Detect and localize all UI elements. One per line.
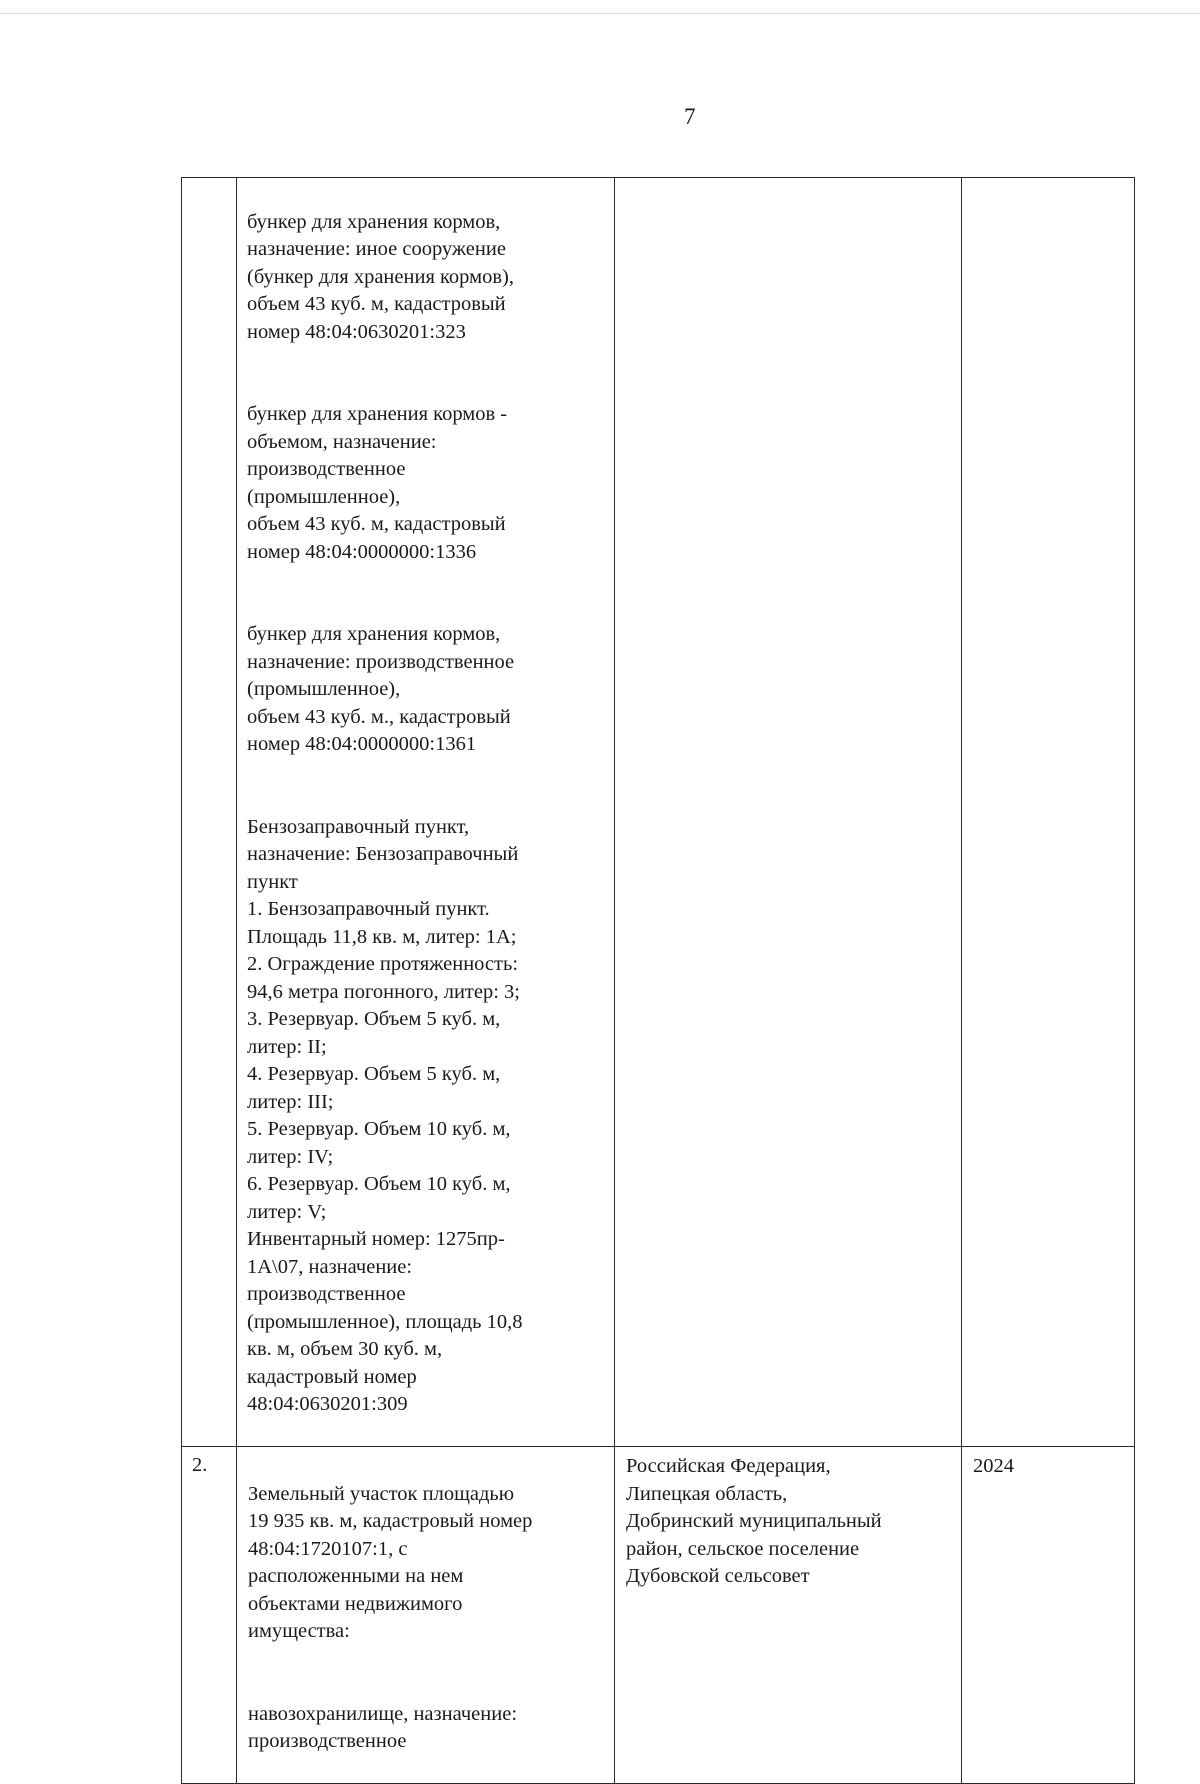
row1-year-cell [962, 178, 1135, 1447]
scan-edge-line [0, 13, 1200, 14]
description-paragraph: навозохранилище, назначение: производственное [248, 1702, 518, 1752]
row2-location-cell [615, 1447, 962, 1784]
row2-location: Российская Федерация, Липецкая область, Добринский муниципальный район, сельское поселение Дубовской сельсовет [626, 1455, 882, 1587]
row1-number [182, 178, 236, 183]
row1-location-cell [615, 178, 962, 1447]
property-table [181, 177, 1135, 1784]
table-row [182, 1447, 1135, 1784]
description-paragraph: Земельный участок площадью 19 935 кв. м, кадастровый номер 48:04:1720107:1, с расположенными на нем объектами недвижимого имущества: [248, 1482, 533, 1642]
description-paragraph: бункер для хранения кормов - объемом, назначение: производственное (промышленное), объем 43 куб. м, кадастровый номер 48:04:0000000:1336 [247, 403, 508, 563]
table-row [182, 178, 1135, 1447]
row2-number: 2. [192, 1454, 208, 1476]
row1-location [615, 178, 961, 184]
row1-description-cell [237, 178, 615, 1447]
row2-year: 2024 [973, 1455, 1014, 1477]
description-paragraph: бункер для хранения кормов, назначение: производственное (промышленное), объем 43 куб. м., кадастровый номер 48:04:0000000:1361 [247, 623, 515, 755]
row2-year-cell [962, 1447, 1135, 1784]
row1-number-cell [182, 178, 237, 1447]
row2-description [237, 1447, 614, 1783]
row1-description [237, 178, 614, 1446]
row2-description-cell [237, 1447, 615, 1784]
description-paragraph: Бензозаправочный пункт, назначение: Бензозаправочный пункт 1. Бензозаправочный пункт. Площадь 11,8 кв. м, литер: 1А; 2. Ограждение протяженность: 94,6 метра погонного, литер: 3; 3. Резервуар. Объем 5 куб. м, литер: II; 4. Резервуар. Объем 5 куб. м, литер: III; 5. Резервуар. Объем 10 куб. м, литер: IV; 6. Резервуар. Объем 10 куб. м, литер: V; Инвентарный номер: 1275пр- 1А\07, назначение: производственное (промышленное), площадь 10,8 кв. м, объем 30 куб. м, кадастровый номер 48:04:0630201:309 [247, 815, 523, 1415]
page-number: 7 [684, 104, 696, 129]
row1-year [962, 178, 1134, 184]
description-paragraph: бункер для хранения кормов, назначение: иное сооружение (бункер для хранения кормов), объем 43 куб. м, кадастровый номер 48:04:0630201:323 [247, 210, 514, 343]
row2-number-cell [182, 1447, 237, 1784]
